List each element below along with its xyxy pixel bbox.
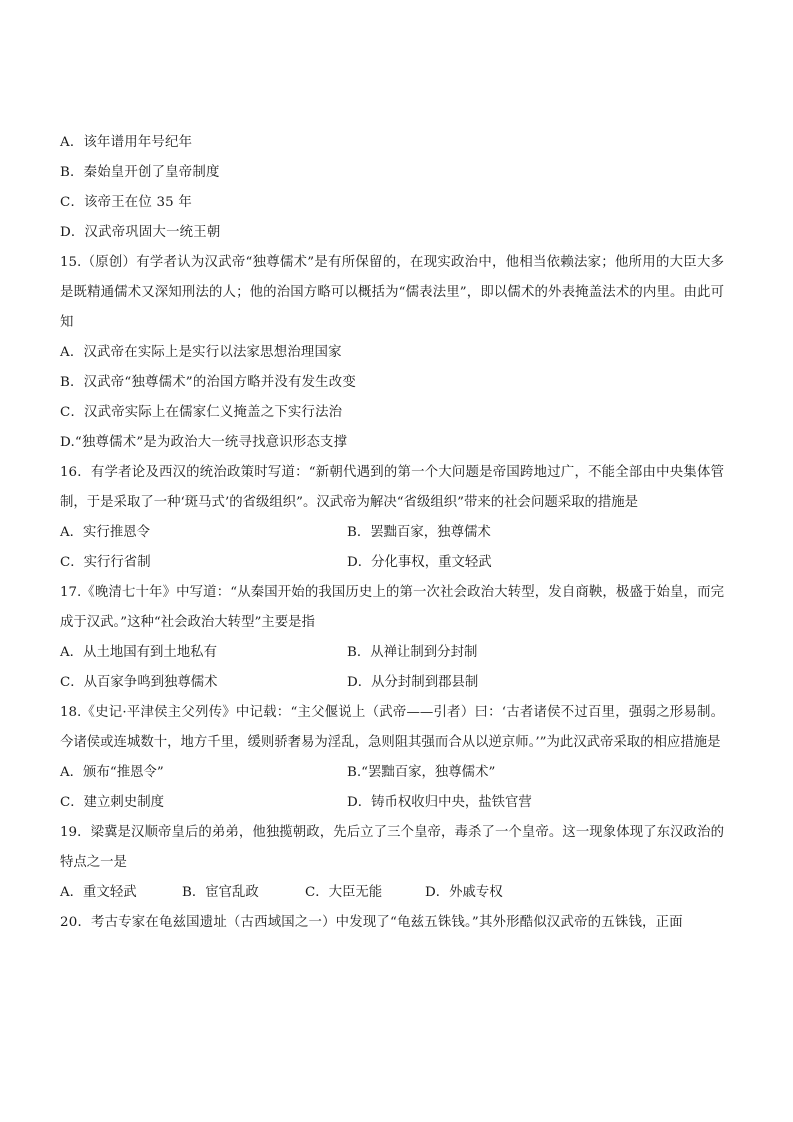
q19-option-d: D．外戚专权	[425, 885, 503, 900]
q18-option-a: A．颁布“推恩令”	[60, 765, 164, 780]
q18-option-b: B.“罢黜百家，独尊儒术”	[347, 765, 496, 780]
q14-option-b: B．秦始皇开创了皇帝制度	[60, 165, 220, 180]
q18-stem: 18.《史记·平津侯主父列传》中记载：“主父偃说上（武帝——引者）曰：‘古者诸侯不过百里，强弱之形易制。今诸侯或连城数十，地方千里，缓则骄奢易为淫乱，急则阻其强而合从以逆京师。’”为此汉武帝采取的相应措施是	[60, 705, 724, 750]
q18-options-row-1	[60, 758, 724, 788]
q17-options-row-1	[60, 638, 724, 668]
q14-option-a: A．该年谱用年号纪年	[60, 135, 193, 150]
q19-option-b: B．宦官乱政	[182, 885, 259, 900]
q17-option-a: A．从土地国有到土地私有	[60, 645, 217, 660]
q16-option-c: C．实行行省制	[60, 555, 151, 570]
q15-option-d: D.“独尊儒术”是为政治大一统寻找意识形态支撑	[60, 435, 348, 450]
q18-option-d: D．铸币权收归中央，盐铁官营	[347, 795, 532, 810]
q17-option-c: C．从百家争鸣到独尊儒术	[60, 675, 218, 690]
q19-options-row	[60, 878, 724, 908]
q16-option-d: D．分化事权，重文轻武	[347, 555, 492, 570]
q16-option-b: B．罢黜百家，独尊儒术	[347, 525, 491, 540]
q19-stem: 19．梁冀是汉顺帝皇后的弟弟，他独揽朝政，先后立了三个皇帝，毒杀了一个皇帝。这一现象体现了东汉政治的特点之一是	[60, 825, 724, 870]
q17-option-b: B．从禅让制到分封制	[347, 645, 478, 660]
q16-stem: 16．有学者论及西汉的统治政策时写道：“新朝代遇到的第一个大问题是帝国跨地过广，不能全部由中央集体管制，于是采取了一种‘斑马式’的省级组织”。汉武帝为解决“省级组织”带来的社会问题采取的措施是	[60, 465, 724, 510]
q14-option-d: D．汉武帝巩固大一统王朝	[60, 225, 221, 240]
q19-option-a: A．重文轻武	[60, 885, 137, 900]
q15-option-c: C．汉武帝实际上在儒家仁义掩盖之下实行法治	[60, 405, 343, 420]
q16-option-a: A．实行推恩令	[60, 525, 151, 540]
q20-stem: 20．考古专家在龟兹国遗址（古西域国之一）中发现了“龟兹五铢钱。”其外形酷似汉武帝的五铢钱，正面	[60, 915, 683, 930]
q18-option-c: C．建立刺史制度	[60, 795, 164, 810]
q17-options-row-2	[60, 668, 724, 698]
q15-option-b: B．汉武帝“独尊儒术”的治国方略并没有发生改变	[60, 375, 356, 390]
q18-options-row-2	[60, 788, 724, 818]
exam-page	[60, 128, 724, 938]
q19-option-c: C．大臣无能	[305, 885, 383, 900]
q17-option-d: D．从分封制到郡县制	[347, 675, 479, 690]
q15-stem: 15.（原创）有学者认为汉武帝“独尊儒术”是有所保留的，在现实政治中，他相当依赖法家；他所用的大臣大多是既精通儒术又深知刑法的人；他的治国方略可以概括为“儒表法里”，即以儒术的外表掩盖法术的内里。由此可知	[60, 255, 724, 330]
q14-option-c: C．该帝王在位 35 年	[60, 195, 192, 210]
q16-options-row-1	[60, 518, 724, 548]
q15-option-a: A．汉武帝在实际上是实行以法家思想治理国家	[60, 345, 342, 360]
q17-stem: 17.《晚清七十年》中写道：“从秦国开始的我国历史上的第一次社会政治大转型，发自商鞅，极盛于始皇，而完成于汉武。”这种“社会政治大转型”主要是指	[60, 585, 724, 630]
q16-options-row-2	[60, 548, 724, 578]
